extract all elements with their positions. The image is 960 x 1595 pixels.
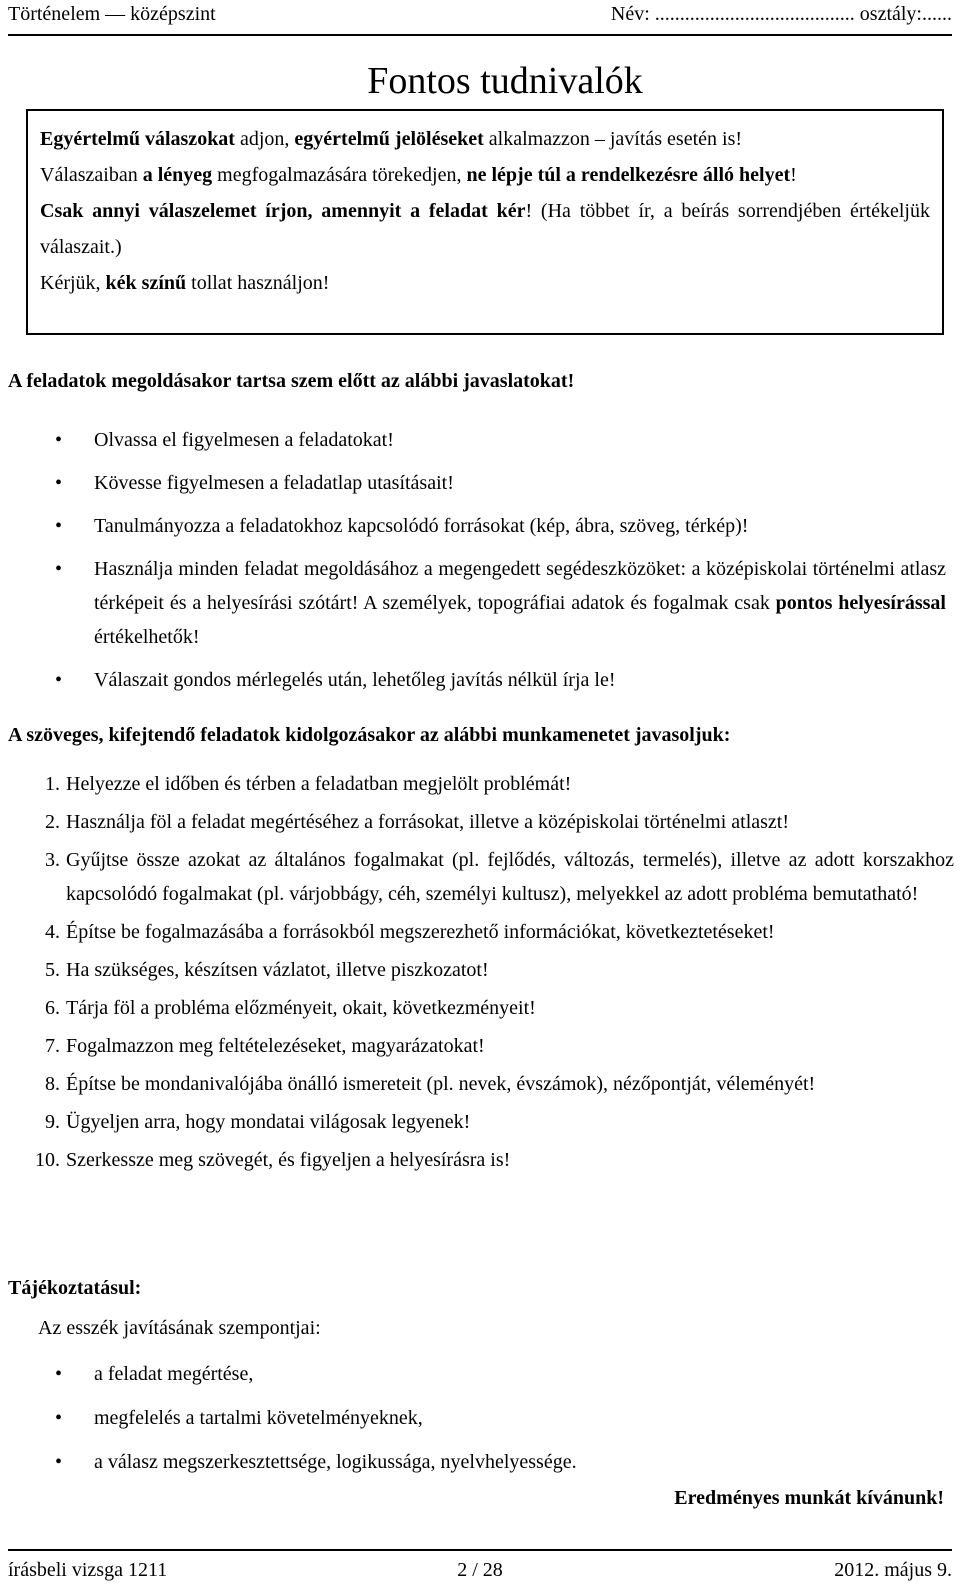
footer-date: 2012. május 9. — [834, 1559, 952, 1581]
bullet-icon: • — [55, 558, 63, 580]
bullet-icon: • — [55, 1407, 63, 1429]
essay-heading: A szöveges, kifejtendő feladatok kidolgozásakor az alábbi munkamenetet javasoljuk: — [8, 724, 731, 746]
list-item: 9. Ügyeljen arra, hogy mondatai világosak legyenek! — [45, 1111, 471, 1133]
footer-page-number: 2 / 28 — [457, 1559, 503, 1581]
header-name-class-field: Név: ........................................ osztály:...... — [610, 3, 952, 25]
note-line-2: Válaszaiban a lényeg megfogalmazására törekedjen, ne lépje túl a rendelkezésre álló helyet! — [40, 164, 797, 186]
list-item: 7. Fogalmazzon meg feltételezéseket, magyarázatokat! — [45, 1035, 485, 1057]
list-item: • megfelelés a tartalmi követelményeknek, — [34, 1401, 946, 1435]
list-item: 10. Szerkessze meg szövegét, és figyeljen a helyesírásra is! — [35, 1149, 511, 1171]
footer-divider — [8, 1549, 952, 1551]
closing-message: Eredményes munkát kívánunk! — [674, 1487, 944, 1509]
bullet-icon: • — [55, 1451, 63, 1473]
list-item: • Használja minden feladat megoldásához a megengedett segédeszközöket: a középiskolai történelmi atlasz térképeit és a helyesírási szótárt! A személyek, topográfiai adatok és fogalmak csak pontos helyesírással értékelhetők! — [34, 552, 946, 654]
bullet-icon: • — [55, 515, 63, 537]
suggestions-heading: A feladatok megoldásakor tartsa szem előtt az alábbi javaslatokat! — [8, 370, 575, 392]
list-item: • a feladat megértése, — [34, 1357, 946, 1391]
footer-exam-code: írásbeli vizsga 1211 — [8, 1559, 168, 1581]
page-header — [8, 0, 952, 32]
page-title: Fontos tudnivalók — [367, 60, 643, 102]
list-item: • Tanulmányozza a feladatokhoz kapcsolódó forrásokat (kép, ábra, szöveg, térkép)! — [34, 509, 946, 543]
important-notes-box — [26, 109, 944, 335]
list-item: 4. Építse be fogalmazásába a forrásokból megszerezhető információkat, következtetéseket! — [45, 921, 775, 943]
info-label: Tájékoztatásul: — [8, 1277, 142, 1299]
list-item: 3. Gyűjtse össze azokat az általános fogalmakat (pl. fejlődés, változás, termelés), illetve az adott korszakhoz kapcsolódó fogalmakat (pl. várjobbágy, céh, személyi kultusz), melyekkel az adott probléma bemutatható! — [45, 849, 954, 905]
essay-steps-list — [8, 767, 954, 1181]
bullet-icon: • — [55, 669, 63, 691]
list-item: 8. Építse be mondanivalójába önálló ismereteit (pl. nevek, évszámok), nézőpontját, véleményét! — [45, 1073, 816, 1095]
header-subject: Történelem — középszint — [8, 3, 216, 25]
list-item: 6. Tárja föl a probléma előzményeit, okait, következményeit! — [45, 997, 536, 1019]
list-item: • a válasz megszerkesztettsége, logikussága, nyelvhelyessége. — [34, 1445, 946, 1479]
criteria-list — [34, 1357, 946, 1488]
criteria-label: Az esszék javításának szempontjai: — [38, 1317, 321, 1339]
bullet-icon: • — [55, 472, 63, 494]
list-item: 2. Használja föl a feladat megértéséhez a forrásokat, illetve a középiskolai történelmi atlaszt! — [45, 811, 789, 833]
list-item: • Válaszait gondos mérlegelés után, lehetőleg javítás nélkül írja le! — [34, 663, 946, 697]
list-item: 5. Ha szükséges, készítsen vázlatot, illetve piszkozatot! — [45, 959, 489, 981]
list-item: 1. Helyezze el időben és térben a feladatban megjelölt problémát! — [45, 773, 572, 795]
list-item: • Olvassa el figyelmesen a feladatokat! — [34, 423, 946, 457]
bullet-icon: • — [55, 429, 63, 451]
note-line-3: Csak annyi válaszelemet írjon, amennyit a feladat kér! (Ha többet ír, a beírás sorrendjében értékeljük válaszait.) — [40, 200, 930, 258]
bullet-icon: • — [55, 1363, 63, 1385]
suggestions-list — [34, 423, 946, 706]
header-divider — [8, 34, 952, 36]
note-line-4: Kérjük, kék színű tollat használjon! — [40, 272, 330, 294]
page-footer — [8, 1555, 952, 1585]
list-item: • Kövesse figyelmesen a feladatlap utasításait! — [34, 466, 946, 500]
note-line-1: Egyértelmű válaszokat adjon, egyértelmű jelöléseket alkalmazzon – javítás esetén is! — [40, 128, 743, 150]
